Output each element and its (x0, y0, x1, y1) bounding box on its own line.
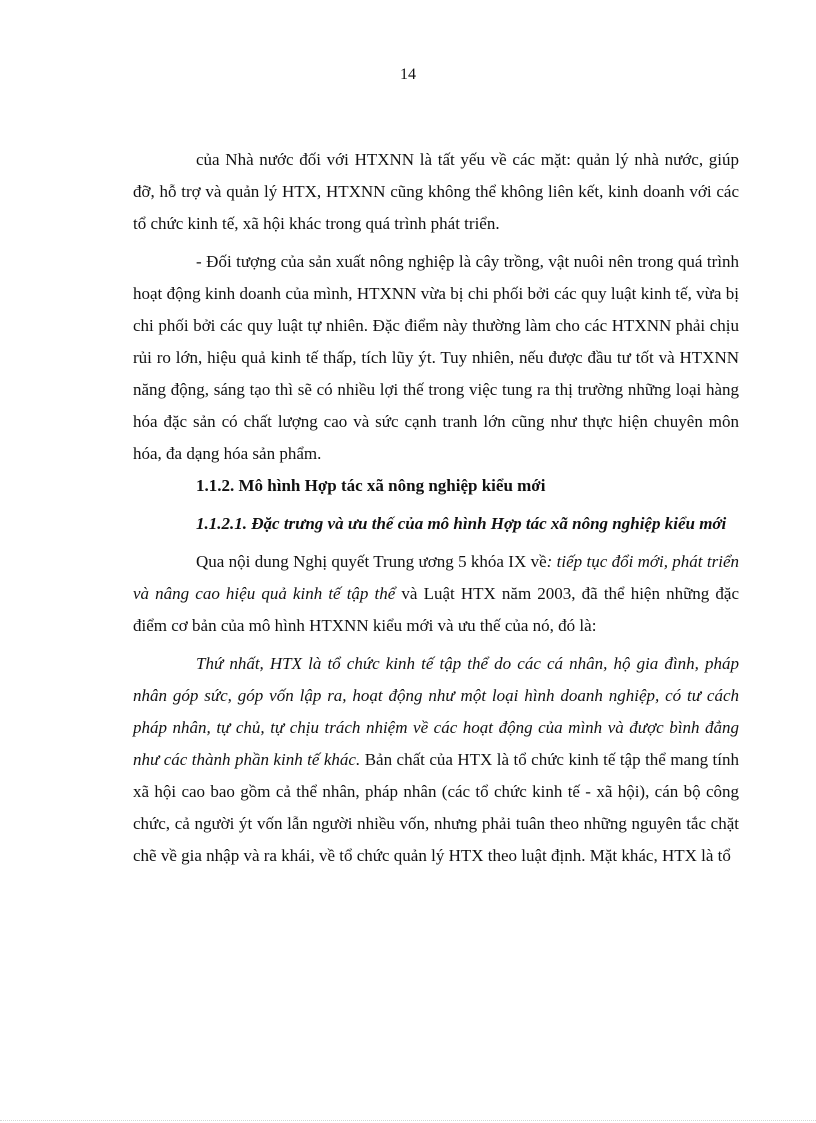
document-body (133, 144, 739, 872)
page-bottom-rule (0, 1120, 816, 1121)
paragraph-3-text-end: và Luật HTX năm 2003, đã thể hiện những đặc điểm cơ bản của mô hình HTXNN kiểu mới và ưu thế của nó, đó là: (133, 584, 740, 635)
page-number: 14 (400, 66, 416, 83)
paragraph-3 (133, 546, 739, 642)
section-heading-1-1-2-1: 1.1.2.1. Đặc trưng và ưu thế của mô hình Hợp tác xã nông nghiệp kiểu mới (196, 514, 727, 533)
paragraph-2: - Đối tượng của sản xuất nông nghiệp là cây trồng, vật nuôi nên trong quá trình hoạt động kinh doanh của mình, HTXNN vừa bị chi phối bởi các quy luật kinh tế, vừa bị chi phối bởi các quy luật tự nhiên. Đặc điểm này thường làm cho các HTXNN phải chịu rủi ro lớn, hiệu quả kinh tế thấp, tích lũy ýt. Tuy nhiên, nếu được đầu tư tốt và HTXNN năng động, sáng tạo thì sẽ có nhiều lợi thế trong việc tung ra thị trường những loại hàng hóa đặc sản có chất lượng cao và sức cạnh tranh lớn cũng như thực hiện chuyên môn hóa, đa dạng hóa sản phẩm. (133, 252, 739, 463)
paragraph-1: của Nhà nước đối với HTXNN là tất yếu về các mặt: quản lý nhà nước, giúp đỡ, hỗ trợ và quản lý HTX, HTXNN cũng không thể không liên kết, kinh doanh với các tổ chức kinh tế, xã hội khác trong quá trình phát triển. (133, 150, 739, 233)
paragraph-4-text: Bản chất của HTX là tổ chức kinh tế tập thể mang tính xã hội cao bao gồm cả thể nhân, pháp nhân (các tổ chức kinh tế - xã hội), cán bộ công chức, cả người ýt vốn lẫn người nhiều vốn, nhưng phải tuân theo những nguyên tắc chặt chẽ về gia nhập và ra khái, về tổ chức quản lý HTX theo luật định. Mặt khác, HTX là tổ (133, 750, 739, 865)
paragraph-3-italic: : tiếp tục đổi mới, phát triển và nâng cao hiệu quả kinh tế tập thể (133, 552, 739, 603)
section-heading-1-1-2: 1.1.2. Mô hình Hợp tác xã nông nghiệp kiểu mới (196, 476, 546, 495)
paragraph-3-text: Qua nội dung Nghị quyết Trung ương 5 khóa IX về (196, 552, 547, 571)
paragraph-4 (133, 648, 739, 872)
paragraph-4-italic: Thứ nhất, HTX là tổ chức kinh tế tập thể do các cá nhân, hộ gia đình, pháp nhân góp sức, góp vốn lập ra, hoạt động như một loại hình doanh nghiệp, có tư cách pháp nhân, tự chủ, tự chịu trách nhiệm về các hoạt động của mình và được bình đẳng như các thành phần kinh tế khác. (133, 654, 739, 769)
